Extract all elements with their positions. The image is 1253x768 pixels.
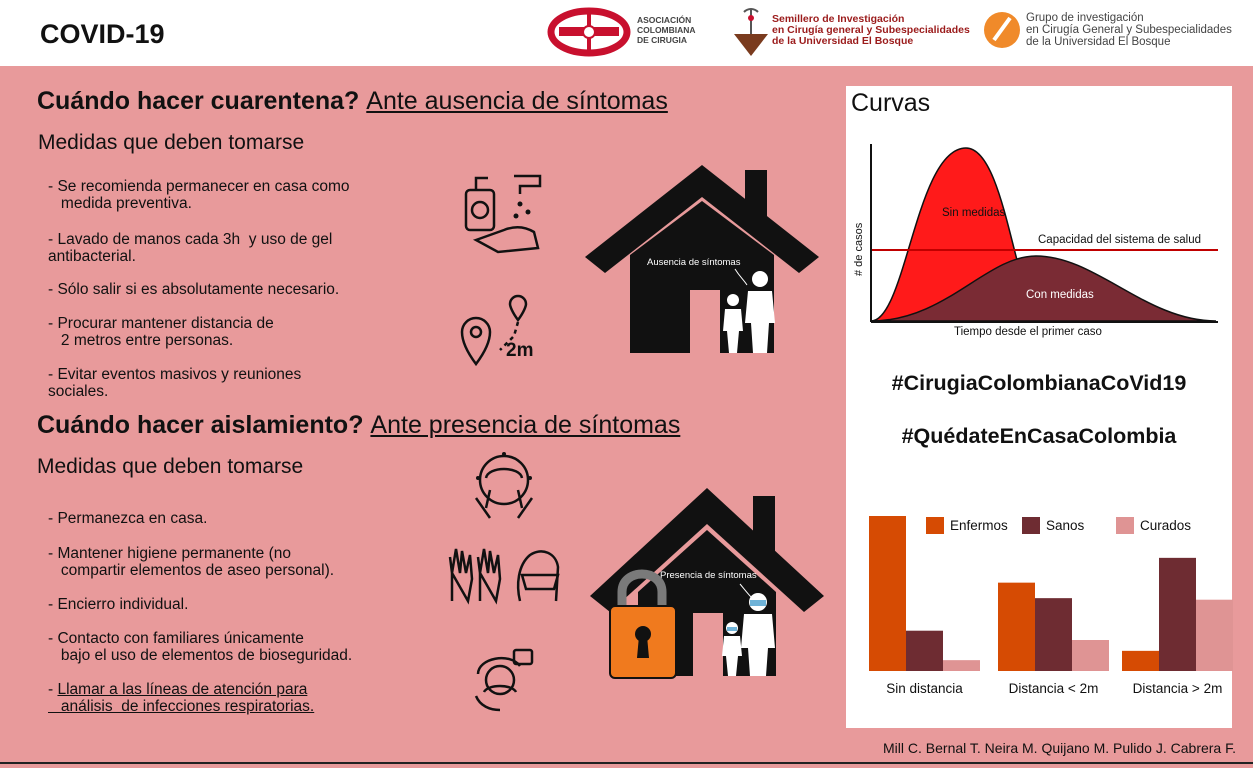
- header-bar: [0, 0, 1253, 66]
- curve-label-with-measures: Con medidas: [1026, 289, 1094, 301]
- credits: Mill C. Bernal T. Neira M. Quijano M. Pulido J. Cabrera F.: [883, 740, 1236, 756]
- semillero-logo-line: de la Universidad El Bosque: [772, 35, 914, 47]
- bar-category-label: Distancia > 2m: [1132, 681, 1223, 696]
- house-label-no-symptoms: Ausencia de síntomas: [647, 257, 741, 268]
- quarantine-measure: - Procurar mantener distancia de 2 metros entre personas.: [48, 315, 274, 349]
- legend-label-enfermos: Enfermos: [950, 518, 1008, 533]
- isolation-measure: - Encierro individual.: [48, 596, 189, 613]
- house-label-symptoms: Presencia de síntomas: [660, 570, 757, 581]
- semillero-logo-line: Semillero de Investigación: [772, 13, 905, 25]
- grupo-logo-line: de la Universidad El Bosque: [1026, 36, 1171, 48]
- grupo-emblem-icon: [982, 8, 1022, 52]
- curves-title: Curvas: [851, 89, 931, 117]
- hand-washing-icon: [458, 168, 548, 256]
- face-washing-icon: [468, 448, 540, 520]
- acc-logo: [549, 6, 729, 58]
- quarantine-measure: - Evitar eventos masivos y reuniones sociales.: [48, 366, 302, 400]
- bar-curados-1: [1072, 640, 1109, 671]
- gloves-mask-icon: [446, 545, 562, 603]
- call-lines-link[interactable]: Llamar a las líneas de atención para análisis de infecciones respiratorias.: [57, 681, 315, 715]
- bar-enfermos-1: [998, 583, 1035, 671]
- isolation-measure-call: - Llamar a las líneas de atención para análisis de infecciones respiratorias.: [48, 681, 315, 715]
- legend-swatch-sanos: [1022, 517, 1040, 534]
- bar-category-label: Distancia < 2m: [1008, 681, 1099, 696]
- grupo-logo-line: en Cirugía General y Subespecialidades: [1026, 24, 1232, 36]
- quarantine-measure: - Se recomienda permanecer en casa como medida preventiva.: [48, 178, 350, 212]
- semillero-emblem-icon: [732, 4, 772, 60]
- bar-enfermos-0: [869, 516, 906, 671]
- bar-sanos-1: [1035, 598, 1072, 671]
- isolation-heading-bold: Cuándo hacer aislamiento?: [37, 411, 364, 439]
- grupo-logo-line: Grupo de investigación: [1026, 12, 1144, 24]
- semillero-logo-line: en Cirugía general y Subespecialidades: [772, 24, 970, 36]
- hashtag-quedate: #QuédateEnCasaColombia: [901, 424, 1177, 448]
- legend-swatch-enfermos: [926, 517, 944, 534]
- isolation-heading: [37, 411, 680, 440]
- quarantine-subheading: Medidas que deben tomarse: [38, 131, 305, 154]
- acc-logo-line: ASOCIACIÓN: [637, 15, 692, 25]
- bottom-divider: [0, 762, 1253, 764]
- phone-support-icon: [470, 648, 536, 712]
- isolation-measure: - Contacto con familiares únicamente bajo el uso de elementos de bioseguridad.: [48, 630, 353, 664]
- curve-label-capacity: Capacidad del sistema de salud: [1038, 234, 1202, 246]
- quarantine-measure: - Sólo salir si es absolutamente necesario.: [48, 281, 340, 298]
- curve-label-no-measures: Sin medidas: [942, 207, 1006, 219]
- page-title: COVID-19: [40, 19, 165, 49]
- acc-emblem-icon: [549, 6, 635, 58]
- bar-sanos-2: [1159, 558, 1196, 671]
- bar-enfermos-2: [1122, 651, 1159, 671]
- bar-category-label: Sin distancia: [886, 681, 963, 696]
- acc-logo-line: DE CIRUGIA: [637, 35, 688, 45]
- semillero-logo: [732, 4, 972, 60]
- isolation-measure: - Permanezca en casa.: [48, 510, 208, 527]
- legend-label-sanos: Sanos: [1046, 518, 1085, 533]
- legend-swatch-curados: [1116, 517, 1134, 534]
- right-panel: [846, 86, 1232, 728]
- bar-curados-0: [943, 660, 980, 671]
- bar-sanos-0: [906, 631, 943, 671]
- acc-logo-line: COLOMBIANA: [637, 25, 696, 35]
- isolation-subheading: Medidas que deben tomarse: [37, 455, 304, 478]
- isolation-heading-condition: Ante presencia de síntomas: [370, 411, 681, 439]
- legend-label-curados: Curados: [1140, 518, 1192, 533]
- curve-x-label: Tiempo desde el primer caso: [954, 326, 1102, 338]
- isolation-measure: - Mantener higiene permanente (no compartir elementos de aseo personal).: [48, 545, 335, 579]
- distance-location-icon: [458, 292, 548, 367]
- hashtag-cirugia: #CirugiaColombianaCoVid19: [891, 371, 1187, 395]
- quarantine-heading: [37, 87, 668, 116]
- grupo-logo: [982, 8, 1242, 58]
- quarantine-heading-condition: Ante ausencia de síntomas: [366, 87, 668, 115]
- bar-curados-2: [1196, 600, 1233, 671]
- house-symptoms: [590, 488, 820, 688]
- distancing-bar-chart: [846, 501, 1232, 706]
- quarantine-heading-bold: Cuándo hacer cuarentena?: [37, 87, 360, 115]
- curve-y-label: # de casos: [853, 222, 865, 276]
- quarantine-measure: - Lavado de manos cada 3h y uso de gel antibacterial.: [48, 231, 333, 265]
- epidemic-curve-diagram: [846, 136, 1232, 346]
- distance-label: 2m: [506, 340, 534, 361]
- house-no-symptoms: [585, 165, 815, 355]
